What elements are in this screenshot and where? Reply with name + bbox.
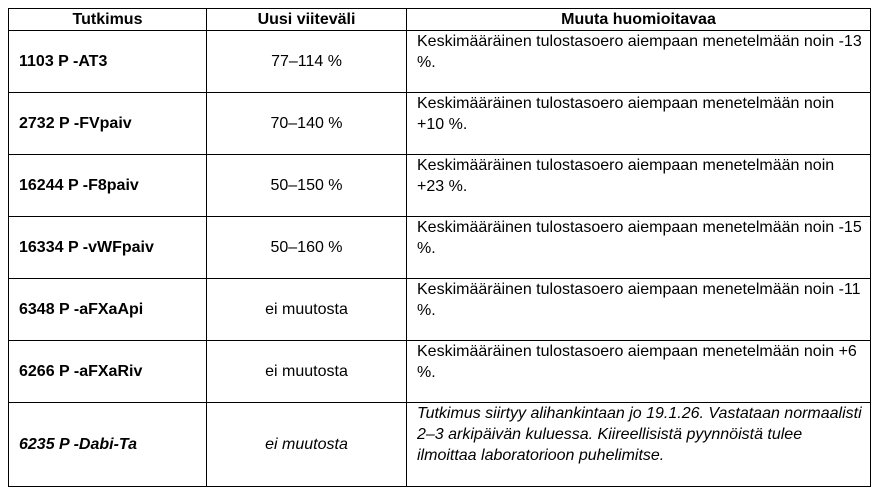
range-cell: 50–160 % — [207, 217, 407, 279]
study-cell: 16244 P -F8paiv — [9, 155, 207, 217]
table-row — [9, 341, 871, 403]
reference-range-table — [8, 8, 871, 487]
note-cell: Keskimääräinen tulostasoero aiempaan menetelmään noin -15 %. — [407, 217, 871, 279]
range-cell: ei muutosta — [207, 279, 407, 341]
table-row — [9, 403, 871, 487]
note-cell: Keskimääräinen tulostasoero aiempaan menetelmään noin -13 %. — [407, 31, 871, 93]
study-cell: 16334 P -vWFpaiv — [9, 217, 207, 279]
note-cell: Keskimääräinen tulostasoero aiempaan menetelmään noin +10 %. — [407, 93, 871, 155]
table-row — [9, 155, 871, 217]
range-cell: ei muutosta — [207, 403, 407, 487]
study-cell: 6266 P -aFXaRiv — [9, 341, 207, 403]
table-row — [9, 279, 871, 341]
range-cell: 70–140 % — [207, 93, 407, 155]
header-row — [9, 9, 871, 31]
note-cell: Keskimääräinen tulostasoero aiempaan menetelmään noin -11 %. — [407, 279, 871, 341]
range-cell: ei muutosta — [207, 341, 407, 403]
header-new-range: Uusi viiteväli — [207, 9, 407, 31]
study-cell: 1103 P -AT3 — [9, 31, 207, 93]
range-cell: 77–114 % — [207, 31, 407, 93]
note-cell: Keskimääräinen tulostasoero aiempaan menetelmään noin +23 %. — [407, 155, 871, 217]
table-row — [9, 31, 871, 93]
header-study: Tutkimus — [9, 9, 207, 31]
range-cell: 50–150 % — [207, 155, 407, 217]
table-row — [9, 93, 871, 155]
header-notes: Muuta huomioitavaa — [407, 9, 871, 31]
note-cell: Tutkimus siirtyy alihankintaan jo 19.1.26. Vastataan normaalisti 2–3 arkipäivän kuluessa. Kiireellisistä pyynnöistä tulee ilmoittaa laboratorioon puhelimitse. — [407, 403, 871, 487]
study-cell: 6235 P -Dabi-Ta — [9, 403, 207, 487]
note-cell: Keskimääräinen tulostasoero aiempaan menetelmään noin +6 %. — [407, 341, 871, 403]
study-cell: 2732 P -FVpaiv — [9, 93, 207, 155]
study-cell: 6348 P -aFXaApi — [9, 279, 207, 341]
table-row — [9, 217, 871, 279]
